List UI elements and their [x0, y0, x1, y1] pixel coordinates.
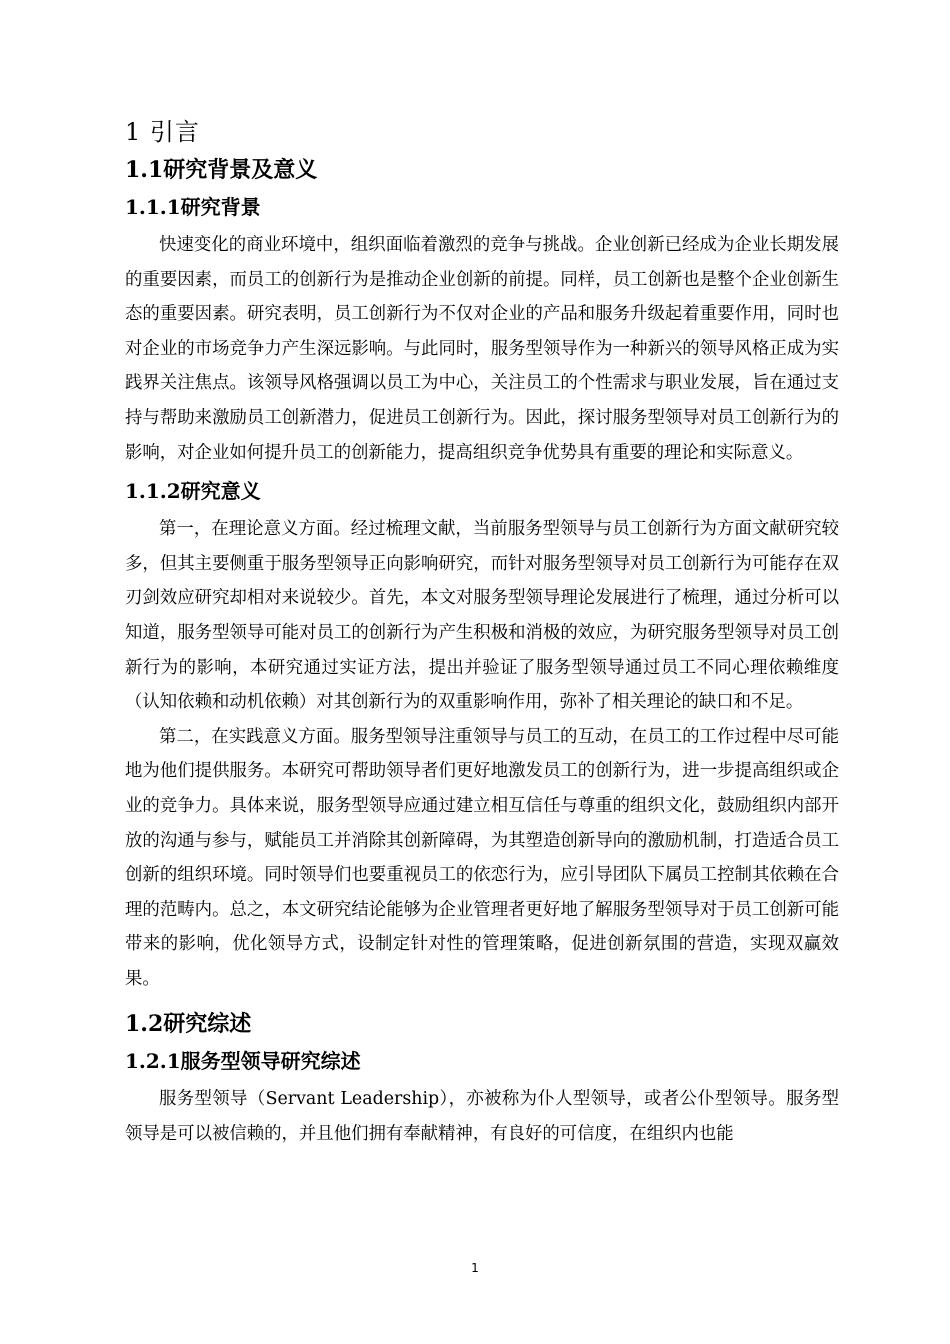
chapter-title: 1 引言: [125, 118, 200, 146]
paragraph-significance-theory: 第一，在理论意义方面。经过梳理文献，当前服务型领导与员工创新行为方面文献研究较多，但其主要侧重于服务型领导正向影响研究，而针对服务型领导对员工创新行为可能存在双刃剑效应研究却相对来说较少。首先，本文对服务型领导理论发展进行了梳理，通过分析可以知道，服务型领导可能对员工的创新行为产生积极和消极的效应，为研究服务型领导对员工创新行为的影响，本研究通过实证方法，提出并验证了服务型领导通过员工不同心理依赖维度（认知依赖和动机依赖）对其创新行为的双重影响作用，弥补了相关理论的缺口和不足。: [125, 519, 839, 713]
subsection-heading-1-2-1: 1.2.1服务型领导研究综述: [125, 1049, 361, 1074]
section-heading-1-1: 1.1研究背景及意义: [125, 157, 318, 183]
page-number: 1: [471, 1261, 479, 1275]
document-body: [125, 112, 839, 1152]
paragraph-background: 快速变化的商业环境中，组织面临着激烈的竞争与挑战。企业创新已经成为企业长期发展的重要因素，而员工的创新行为是推动企业创新的前提。同样，员工创新也是整个企业创新生态的重要因素。研究表明，员工创新行为不仅对企业的产品和服务升级起着重要作用，同时也对企业的市场竞争力产生深远影响。与此同时，服务型领导作为一种新兴的领导风格正成为实践界关注焦点。该领导风格强调以员工为中心，关注员工的个性需求与职业发展，旨在通过支持与帮助来激励员工创新潜力，促进员工创新行为。因此，探讨服务型领导对员工创新行为的影响，对企业如何提升员工的创新能力，提高组织竞争优势具有重要的理论和实际意义。: [125, 235, 839, 463]
paragraph-review: 服务型领导（Servant Leadership），亦被称为仆人型领导，或者公仆型领导。服务型领导是可以被信赖的，并且他们拥有奉献精神，有良好的可信度，在组织内也能: [125, 1089, 839, 1145]
paragraph-significance-practice: 第二，在实践意义方面。服务型领导注重领导与员工的互动，在员工的工作过程中尽可能地为他们提供服务。本研究可帮助领导者们更好地激发员工的创新行为，进一步提高组织或企业的竞争力。具体来说，服务型领导应通过建立相互信任与尊重的组织文化，鼓励组织内部开放的沟通与参与，赋能员工并消除其创新障碍，为其塑造创新导向的激励机制，打造适合员工创新的组织环境。同时领导们也要重视员工的依恋行为，应引导团队下属员工控制其依赖在合理的范畴内。总之，本文研究结论能够为企业管理者更好地了解服务型领导对于员工创新可能带来的影响，优化领导方式，设制定针对性的管理策略，促进创新氛围的营造，实现双赢效果。: [125, 726, 839, 989]
subsection-heading-1-1-1: 1.1.1研究背景: [125, 195, 261, 219]
section-heading-1-2: 1.2研究综述: [125, 1011, 252, 1038]
subsection-heading-1-1-2: 1.1.2研究意义: [125, 479, 261, 504]
